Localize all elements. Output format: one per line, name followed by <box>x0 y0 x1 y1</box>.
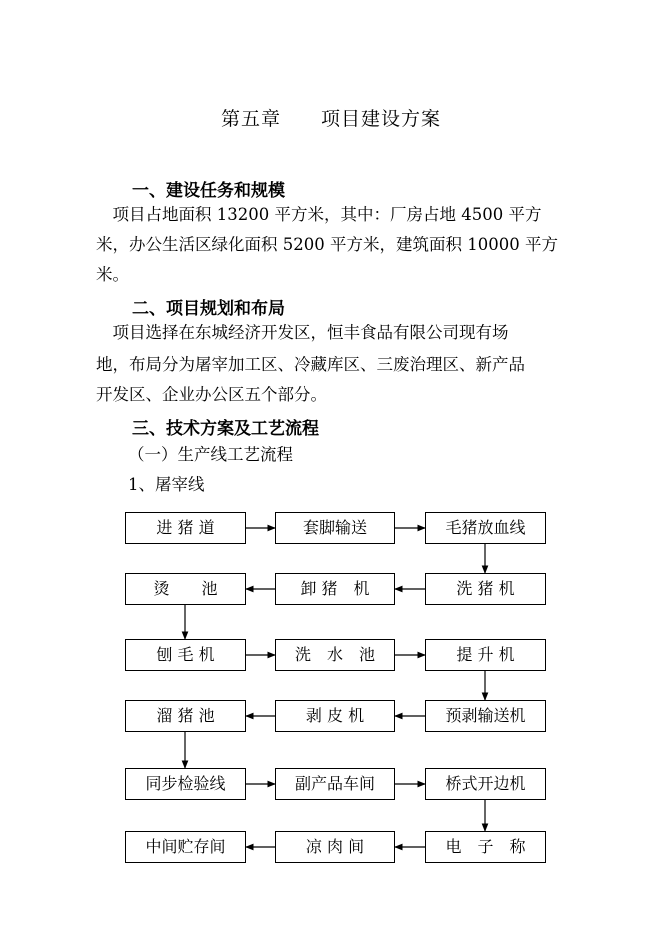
paragraph-line: 地，布局分为屠宰加工区、冷藏库区、三废治理区、新产品 <box>96 355 525 374</box>
flow-step-byproduct-workshop: 副产品车间 <box>275 768 395 800</box>
flow-step-scalding-tank: 烫 池 <box>125 573 246 605</box>
flow-step-pre-skinning-conveyor: 预剥输送机 <box>425 700 546 732</box>
flow-step-electronic-scale: 电 子 称 <box>425 831 546 863</box>
subsection-heading: （一）生产线工艺流程 <box>128 445 293 464</box>
flow-step-bleeding-line: 毛猪放血线 <box>425 512 546 544</box>
flow-step-inspection-line: 同步检验线 <box>125 768 246 800</box>
paragraph-line: 项目选择在东城经济开发区，恒丰食品有限公司现有场 <box>96 323 509 342</box>
flow-step-entry-channel: 进 猪 道 <box>125 512 246 544</box>
section-heading-1: 一、建设任务和规模 <box>132 181 285 201</box>
paragraph-line: 米。 <box>96 265 129 284</box>
flow-step-dehairing-machine: 刨 毛 机 <box>125 639 246 671</box>
list-item-heading: 1、屠宰线 <box>128 475 205 494</box>
flow-step-storage-room: 中间贮存间 <box>125 831 246 863</box>
flow-step-shackle-conveyor: 套脚输送 <box>275 512 395 544</box>
flow-step-slide-tank: 溜 猪 池 <box>125 700 246 732</box>
section-heading-2: 二、项目规划和布局 <box>132 299 285 319</box>
flow-step-hoist: 提 升 机 <box>425 639 546 671</box>
flow-step-wash-tank: 洗 水 池 <box>275 639 395 671</box>
chapter-title: 第五章 项目建设方案 <box>220 108 441 130</box>
flow-step-unloader: 卸 猪 机 <box>275 573 395 605</box>
paragraph-line: 开发区、企业办公区五个部分。 <box>96 385 327 404</box>
flow-step-washer: 洗 猪 机 <box>425 573 546 605</box>
flow-step-cooling-room: 凉 肉 间 <box>275 831 395 863</box>
flow-step-splitting-machine: 桥式开边机 <box>425 768 546 800</box>
paragraph-line: 米，办公生活区绿化面积 5200 平方米，建筑面积 10000 平方 <box>96 235 558 254</box>
paragraph-line: 项目占地面积 13200 平方米，其中：厂房占地 4500 平方 <box>96 205 542 224</box>
section-heading-3: 三、技术方案及工艺流程 <box>132 419 319 439</box>
flow-step-skinning-machine: 剥 皮 机 <box>275 700 395 732</box>
